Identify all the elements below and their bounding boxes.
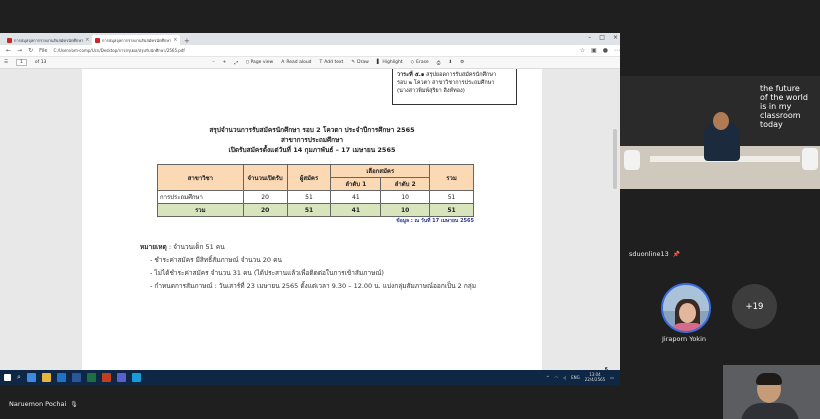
cell-choice-2: 10	[381, 191, 430, 204]
window-controls	[588, 34, 618, 41]
pdf-favicon-icon	[7, 38, 12, 43]
cell-total-label: รวม	[158, 204, 244, 217]
slogan-line: classroom	[760, 111, 801, 120]
self-video-preview[interactable]	[723, 365, 820, 419]
clock[interactable]	[585, 372, 606, 382]
presenter-name: Naruemon Pochai	[9, 400, 67, 408]
chevron-up-icon[interactable]: ^	[546, 374, 550, 380]
page-total: of 13	[34, 60, 47, 65]
browser-tab-2[interactable]	[92, 35, 180, 45]
remarks-label: หมายเหตุ	[140, 243, 167, 251]
header-choice-2: ลำดับ 2	[381, 178, 430, 191]
slogan-line: the future	[760, 84, 800, 93]
word-icon[interactable]	[72, 373, 81, 382]
browser-tab-bar	[0, 33, 620, 45]
clock-time: 13:04	[589, 372, 601, 377]
add-text-label: Add text	[324, 60, 344, 65]
highlight-icon: ▌	[376, 60, 381, 65]
cell-subject: การประถมศึกษา	[158, 191, 244, 204]
mic-muted-icon: 🎙	[70, 400, 78, 408]
title-line-1: สรุปจำนวนการรับสมัครนักศึกษา รอบ 2 โควตา ประจำปีการศึกษา 2565	[209, 126, 415, 134]
cell-total-quota: 20	[243, 204, 287, 217]
save-icon[interactable]: ⬇	[448, 60, 453, 65]
collections-icon[interactable]: ▣	[591, 47, 597, 54]
cell-choice-1: 41	[331, 191, 381, 204]
erase-label: Erase	[416, 60, 429, 65]
avatar-face	[679, 303, 696, 323]
draw-icon: ✎	[351, 60, 356, 65]
avatar[interactable]	[661, 283, 711, 333]
browser-tab-1[interactable]	[4, 35, 92, 45]
participant-name: Jiraporn Yokin	[662, 335, 706, 343]
list-item: - กำหนดการสัมภาษณ์ : วันเสาร์ที่ 23 เมษายน 2565 ตั้งแต่เวลา 9.30 – 12.00 น. แบ่งกลุ่มสัมภาษณ์ออกเป็น 2 กลุ่ม	[150, 280, 476, 293]
note-line-2: รอบ ๒ โควตา สาขาวิชาการประถมศึกษา	[397, 80, 495, 86]
document-title	[82, 125, 542, 155]
slogan-line: today	[760, 120, 783, 129]
enrollment-table	[157, 164, 474, 217]
browser-icon[interactable]	[132, 373, 141, 382]
edge-icon[interactable]	[57, 373, 66, 382]
more-icon[interactable]: ⋯	[614, 47, 620, 54]
video-person-head	[713, 112, 729, 130]
erase-button[interactable]	[411, 60, 429, 65]
self-video-hair	[756, 373, 782, 385]
print-icon[interactable]: ⎙	[436, 60, 441, 66]
remarks-list	[150, 254, 476, 293]
pdf-page	[82, 69, 542, 385]
forward-icon[interactable]: →	[17, 47, 23, 54]
note-line-3: (นางสาวพิมพ์สุริยา สิงห์ทอง)	[397, 88, 465, 94]
header-total: รวม	[430, 165, 474, 191]
page-view-button[interactable]	[246, 60, 273, 65]
maximize-icon[interactable]: □	[599, 34, 605, 41]
start-icon[interactable]	[4, 374, 11, 381]
notifications-icon[interactable]: ▭	[610, 374, 614, 380]
close-window-icon[interactable]: ×	[612, 34, 618, 41]
search-icon[interactable]: ⌕	[17, 373, 21, 381]
wifi-icon[interactable]: ◠	[554, 374, 558, 380]
close-tab-icon[interactable]: ×	[173, 37, 178, 43]
refresh-icon[interactable]: ↻	[28, 47, 34, 54]
tab-1-label: การสมุลจุลการรายงานรับสมัครนักศึกษา	[14, 37, 84, 43]
fit-icon[interactable]: ⤢	[234, 60, 239, 66]
file-explorer-icon[interactable]	[42, 373, 51, 382]
add-text-icon: T	[319, 60, 323, 65]
language-indicator[interactable]: ENG	[571, 374, 580, 380]
remarks-heading	[140, 241, 476, 254]
file-label: File	[39, 47, 48, 54]
cell-total-applicants: 51	[287, 204, 331, 217]
clock-date: 22/4/2565	[584, 377, 606, 382]
pdf-favicon-icon	[95, 38, 100, 43]
remarks-summary: : จำนวนเด็ก 51 คน	[166, 243, 225, 251]
note-line-1	[397, 71, 512, 79]
contents-icon[interactable]: ☰	[4, 60, 9, 65]
excel-icon[interactable]	[87, 373, 96, 382]
participant-name-tag	[629, 250, 680, 258]
table-row	[158, 191, 474, 204]
draw-button[interactable]	[351, 60, 369, 65]
close-tab-icon[interactable]: ×	[85, 37, 90, 43]
header-quota: จำนวนเปิดรับ	[243, 165, 287, 191]
address-bar	[0, 45, 620, 57]
cell-applicants: 51	[287, 191, 331, 204]
teams-icon[interactable]	[117, 373, 126, 382]
page-number-input[interactable]: 1	[16, 59, 27, 66]
shared-screen	[0, 33, 620, 385]
favorites-icon[interactable]: ☆	[579, 47, 586, 54]
pdf-toolbar	[0, 57, 620, 69]
page-view-label: Page view	[250, 60, 274, 65]
zoom-out-icon[interactable]: –	[212, 60, 215, 65]
task-view-icon[interactable]	[27, 373, 36, 382]
title-line-3: เปิดรับสมัครตั้งแต่วันที่ 14 กุมภาพันธ์ – 17 เมษายน 2565	[228, 146, 396, 154]
remarks-section	[140, 241, 476, 293]
pdf-viewer[interactable]	[0, 69, 620, 385]
highlight-button[interactable]	[377, 60, 403, 65]
new-tab-icon[interactable]: +	[184, 37, 190, 45]
windows-taskbar	[0, 370, 620, 385]
video-chair	[802, 148, 818, 170]
header-choice-group: เลือกสมัคร	[331, 165, 430, 178]
cell-total-choice-2: 10	[381, 204, 430, 217]
header-subject: สาขาวิชา	[158, 165, 244, 191]
page-view-icon: ▯	[246, 60, 249, 65]
scrollbar-thumb[interactable]	[613, 129, 617, 189]
participant-name: sduonline13	[629, 250, 669, 258]
note-agenda-number: วาระที่ ๕.๑	[397, 72, 425, 78]
erase-icon: ◇	[410, 60, 415, 65]
cell-total-choice-1: 41	[331, 204, 381, 217]
draw-label: Draw	[357, 60, 369, 65]
table-total-row	[158, 204, 474, 217]
participant-video-sduonline13[interactable]	[620, 76, 820, 189]
data-source-note: ข้อมูล : ณ วันที่ 17 เมษายน 2565	[396, 218, 474, 224]
cell-total-total: 51	[430, 204, 474, 217]
highlight-label: Highlight	[382, 60, 403, 65]
title-line-2: สาขาการประถมศึกษา	[280, 136, 344, 144]
note-agenda-text: สรุปยอดการรับสมัครนักศึกษา	[424, 72, 497, 78]
tab-2-label: การสมุลจุลการรายงานรับสมัครนักศึกษา	[102, 37, 172, 43]
more-participants-button[interactable]: +19	[732, 284, 777, 329]
cell-quota: 20	[243, 191, 287, 204]
cell-total: 51	[430, 191, 474, 204]
url-field[interactable]: C:/Users/om-comp/Ucn/Desktop/การสรุปผล/สรุปรับนักศึกษา/2565.pdf	[53, 48, 185, 53]
header-applicants: ผู้สมัคร	[287, 165, 331, 191]
back-icon[interactable]: ←	[6, 47, 12, 54]
pin-icon[interactable]: 📌	[672, 250, 681, 258]
profile-icon[interactable]: ●	[602, 47, 608, 54]
zoom-in-icon[interactable]: +	[222, 60, 227, 65]
presenter-name-tag	[9, 400, 78, 408]
read-aloud-icon: A	[281, 60, 285, 65]
read-aloud-label: Read aloud	[286, 60, 312, 65]
wall-slogan	[760, 84, 808, 129]
list-item: - ชำระค่าสมัคร มีสิทธิ์สัมภาษณ์ จำนวน 20 คน	[150, 254, 476, 267]
powerpoint-icon[interactable]	[102, 373, 111, 382]
volume-icon[interactable]: ◁	[563, 374, 567, 380]
system-tray	[546, 372, 614, 382]
header-choice-1: ลำดับ 1	[331, 178, 381, 191]
list-item: - ไม่ได้ชำระค่าสมัคร จำนวน 31 คน (ได้ประสานแล้วเพื่อติดต่อในการเข้าสัมภาษณ์)	[150, 267, 476, 280]
slogan-line: of the world	[760, 93, 808, 102]
slogan-line: is in my	[760, 102, 792, 111]
settings-icon[interactable]: ⚙	[460, 60, 465, 65]
video-chair	[624, 150, 640, 170]
add-text-button[interactable]	[320, 60, 344, 65]
agenda-note-box	[392, 69, 517, 105]
read-aloud-button[interactable]	[281, 60, 311, 65]
minimize-icon[interactable]: –	[588, 34, 592, 41]
avatar-body	[671, 323, 705, 333]
